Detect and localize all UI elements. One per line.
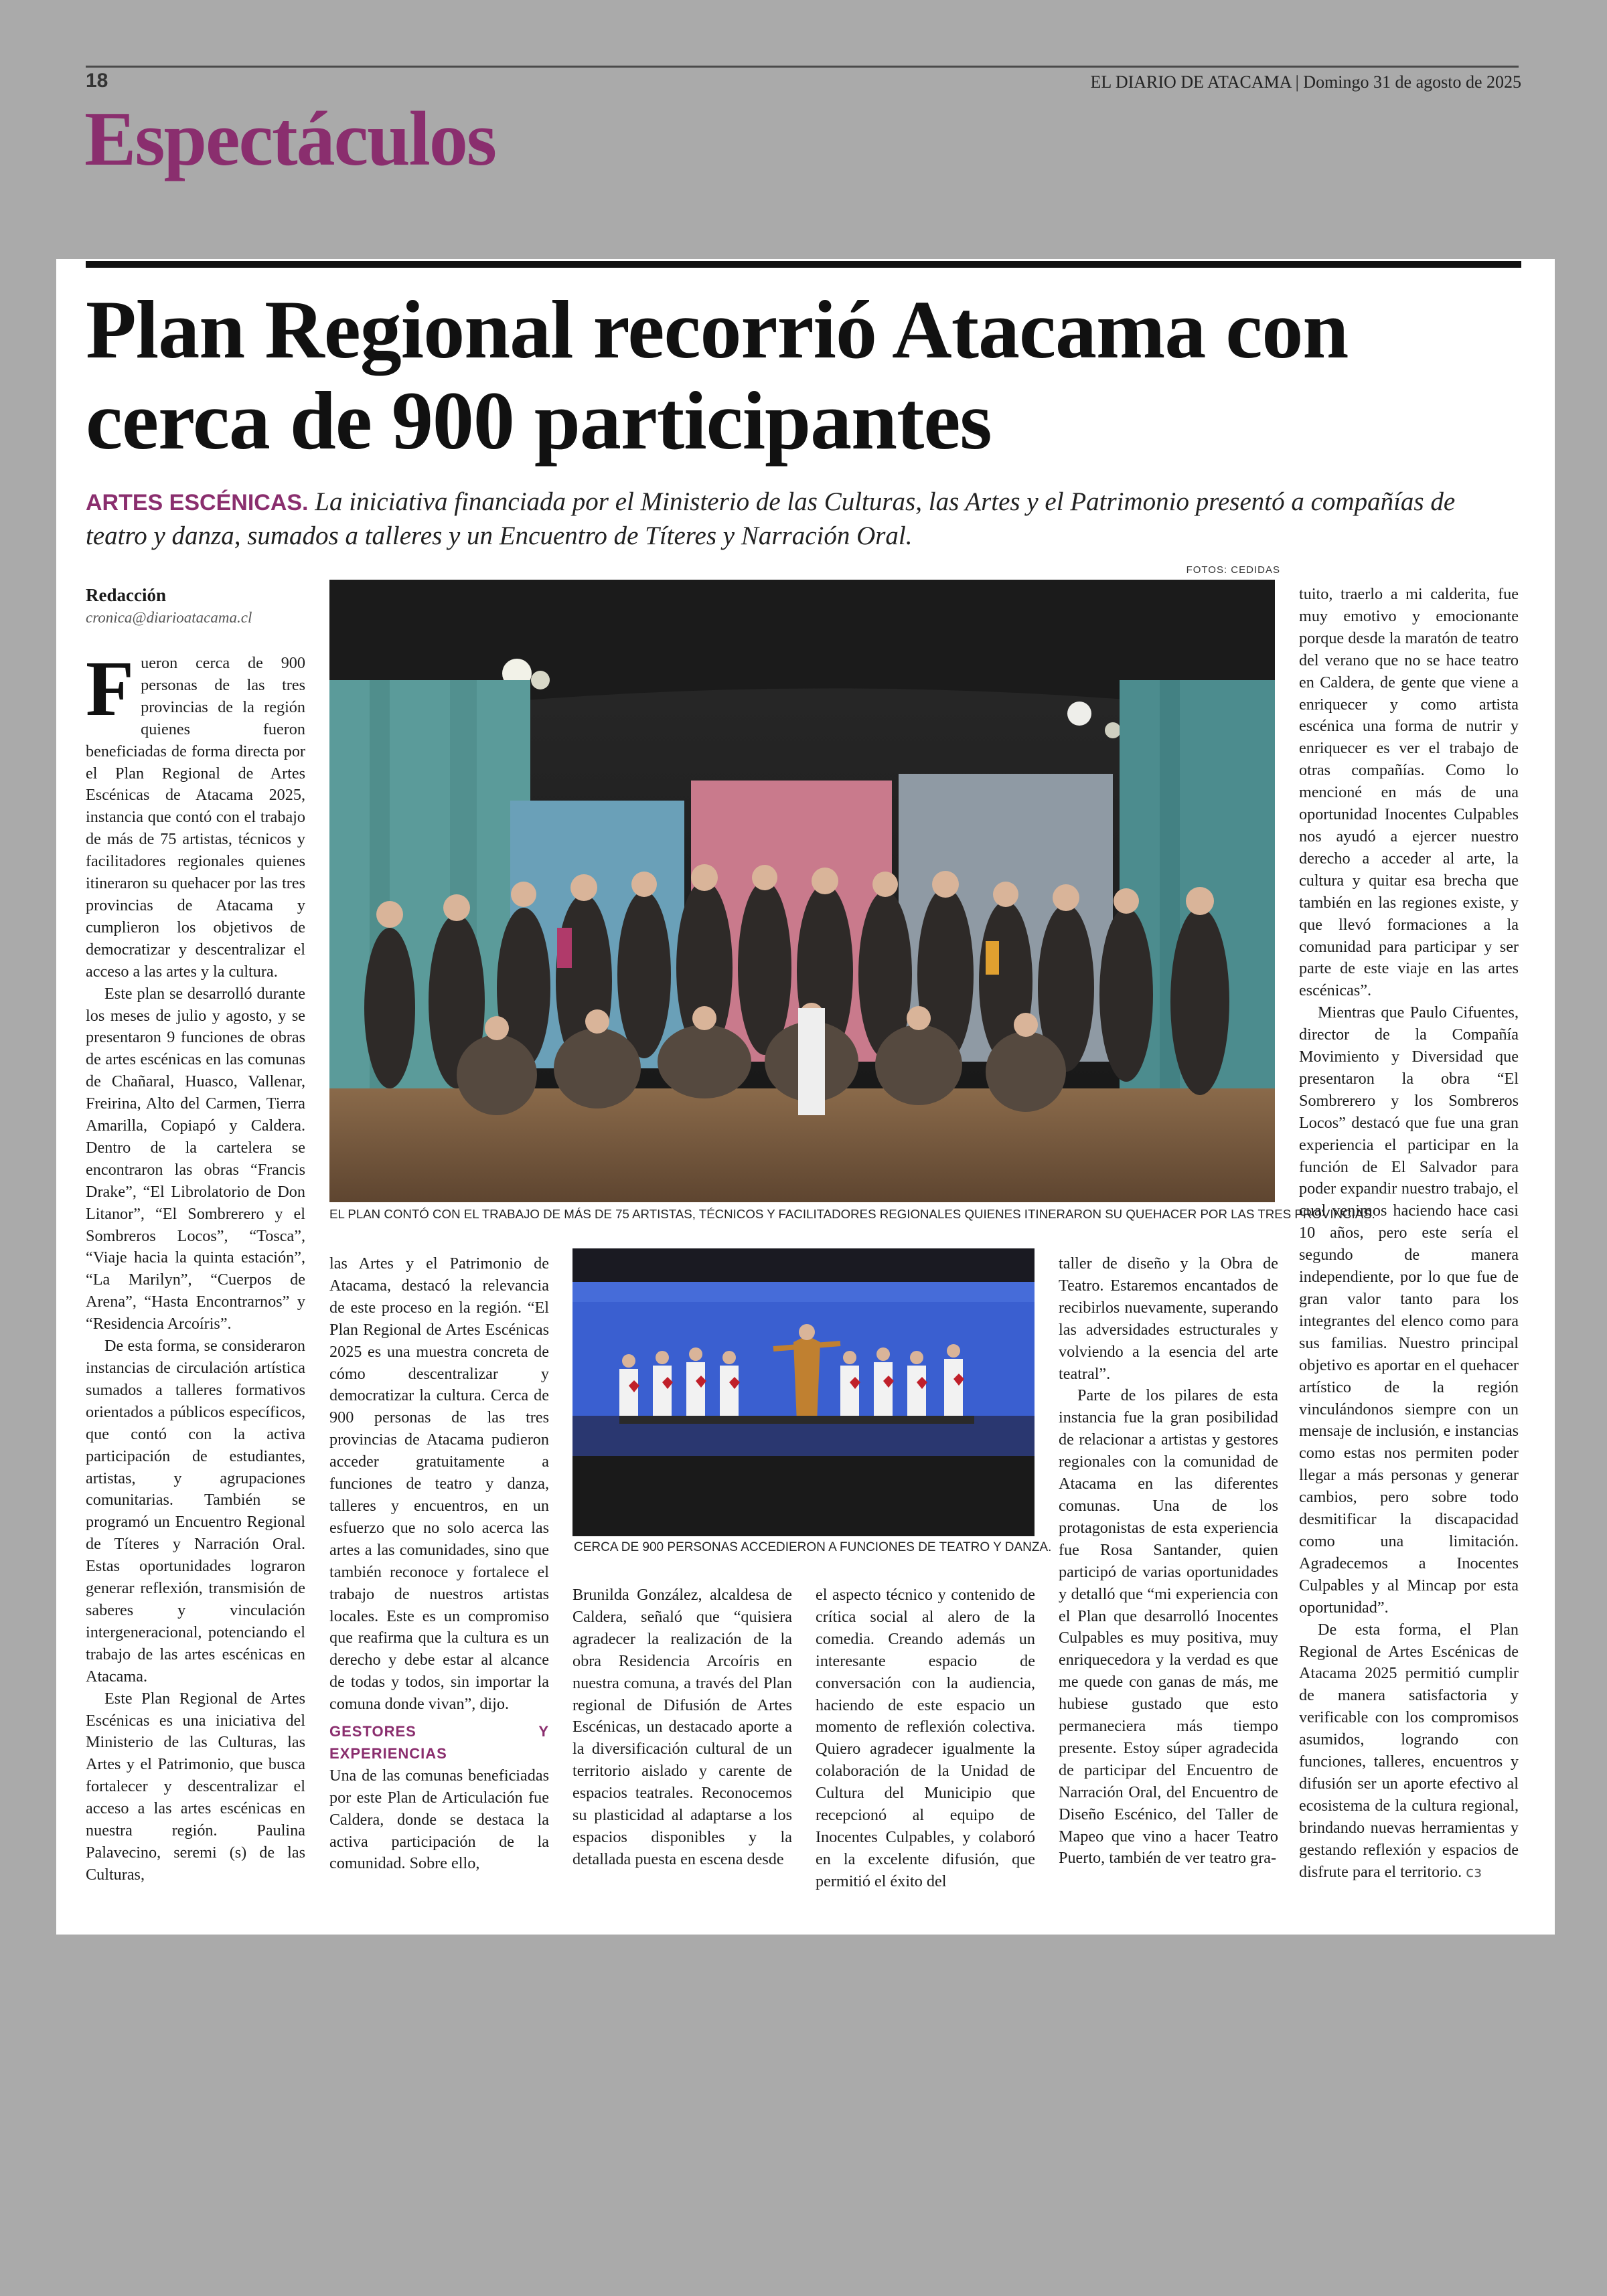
- end-mark-icon: ᴄɜ: [1466, 1864, 1482, 1881]
- column-2: [329, 1253, 549, 1875]
- group-photo-image: [329, 580, 1275, 1202]
- paragraph-text: ueron cerca de 900 personas de las tres provincias de la región quienes fueron beneficiadas de forma directa por el Plan Regional de Artes Escénicas de Atacama 2025, instancia que contó con el trabajo de más de 75 artistas, técnicos y facilitadores regionales quienes itineraron su quehacer por las tres provincias de Atacama y cumplieron los objetivos de democratizar y descentralizar el acceso a las artes y la cultura.: [86, 654, 305, 981]
- subhead: GESTORES Y EXPERIENCIAS: [329, 1723, 549, 1762]
- masthead: EL DIARIO DE ATACAMA | Domingo 31 de agosto de 2025: [1090, 72, 1521, 92]
- photo-credit: FOTOS: CEDIDAS: [1186, 564, 1280, 576]
- paragraph: [86, 645, 305, 983]
- headline-line-1: Plan Regional recorrió Atacama con: [86, 284, 1349, 376]
- paragraph: las Artes y el Patrimonio de Atacama, destacó la relevancia de este proceso en la región. “El Plan Regional de Artes Escénicas 2025 es una muestra concreta de cómo descentralizar y democratizar la cultura. Cerca de 900 personas de las tres provincias de Atacama pudieron acceder gratuitamente a funciones de teatro y danza, talleres y encuentros, en un esfuerzo que no solo acerca las artes a las comunidades, sino que también reconoce y fortalece el trabajo de nuestros artistas locales. Este es un compromiso que reafirma que la cultura es un derecho y debe estar al alcance de todas y todos, sin importar la comuna donde vivan”, dijo.: [329, 1254, 549, 1714]
- dance-photo-image: [572, 1248, 1035, 1536]
- column-5: [1059, 1253, 1278, 1870]
- paragraph: Una de las comunas beneficiadas por este Plan de Articulación fue Caldera, donde se destaca la activa participación de la comunidad. Sobre ello,: [329, 1766, 549, 1873]
- paragraph: tuito, traerlo a mi calderita, fue muy emotivo y emocionante porque desde la maratón de teatro del verano que no se hace teatro en Caldera, de gente que viene a enriquecer y como artista escénica una forma de nutrir y enriquecer es ver el trabajo de otras compañías. Como lo mencioné en más de una oportunidad Inocentes Culpables nos ayudó a ejercer nuestro derecho a acceder al arte, la cultura y quitar esa brecha que también en las regiones existe, y que llevó formaciones a la comunidad para participar y ser parte de este viaje en las artes escénicas”.: [1299, 585, 1519, 1000]
- drop-cap: F: [86, 645, 135, 732]
- paragraph: taller de diseño y la Obra de Teatro. Estaremos encantados de recibirlos nuevamente, superando las adversidades estructurales y volviendo a la esencia del arte teatral”.: [1059, 1254, 1278, 1383]
- paragraph: Este Plan Regional de Artes Escénicas es una iniciativa del Ministerio de las Culturas, las Artes y el Patrimonio, que busca fortalecer y descentralizar el acceso a las artes escénicas en nuestra región. Paulina Palavecino, seremi (s) de las Culturas,: [86, 1689, 305, 1884]
- paragraph: Brunilda González, alcaldesa de Caldera, señaló que “quisiera agradecer la realización de la obra Residencia Arcoíris en nuestra comuna, a través del Plan regional de Difusión de Artes Escénicas, un destacado aporte a la diversificación cultural de un territorio aislado y carente de espacios teatrales. Reconocemos su plasticidad al adaptarse a los espacios disponibles y la detallada puesta en escena desde: [572, 1586, 792, 1868]
- column-1: [86, 645, 305, 1886]
- deck: [86, 485, 1519, 553]
- dance-photo: [572, 1248, 1035, 1536]
- column-4: [816, 1584, 1035, 1893]
- kicker: ARTES ESCÉNICAS.: [86, 490, 309, 515]
- column-6: [1299, 584, 1519, 1884]
- headline-rule: [86, 261, 1521, 268]
- headline: [86, 284, 1519, 467]
- group-photo-caption: EL PLAN CONTÓ CON EL TRABAJO DE MÁS DE 75 ARTISTAS, TÉCNICOS Y FACILITADORES REGIONALES QUIENES ITINERARON SU QUEHACER POR LAS TRES PROVINCIAS.: [329, 1207, 1375, 1221]
- paragraph: De esta forma, se consideraron instancias de circulación artística sumados a talleres formativos orientados a públicos específicos, que contó con la activa participación de estudiantes, artistas, y agrupaciones comunitarias. También se programó un Encuentro Regional de Títeres y Narración Oral. Estas oportunidades lograron generar reflexión, transmisión de saberes y vinculación intergeneracional, potenciando el trabajo de las artes escénicas en Atacama.: [86, 1337, 305, 1686]
- dance-photo-caption: CERCA DE 900 PERSONAS ACCEDIERON A FUNCIONES DE TEATRO Y DANZA.: [574, 1540, 1052, 1554]
- group-photo: [329, 580, 1275, 1202]
- paragraph: Mientras que Paulo Cifuentes, director de la Compañía Movimiento y Diversidad que presentaron la obra “El Sombrerero y los Sombreros Locos” destacó que fue una gran experiencia el participar en la función de El Salvador para poder expandir nuestro trabajo, el cual venimos haciendo hace casi 10 años, pero este sería el segundo de manera independiente, por lo que fue de gran valor tanto para los integrantes del elenco como para sus familias. Nuestro principal objetivo es aportar en el quehacer artístico de la región vinculándonos siempre con un mensaje de inclusión, e instancias como estas nos permiten poder llegar a más personas y generar cambios, pero sobre todo desmitificar la discapacidad como una limitación. Agradecemos a Inocentes Culpables y al Mincap por esta oportunidad”.: [1299, 1003, 1519, 1617]
- section-title: Espectáculos: [84, 96, 495, 182]
- byline: Redacción: [86, 585, 166, 605]
- paragraph-text: De esta forma, el Plan Regional de Artes Escénicas de Atacama 2025 permitió cumplir de manera satisfactoria y verificable con los compromisos asumidos, logrando con funciones, talleres, encuentros y difusión ser un aporte efectivo al ecosistema de la cultura regional, brindando nuevas herramientas y gestando reflexión y espacios de disfrute para el territorio.: [1299, 1620, 1519, 1881]
- paragraph: Este plan se desarrolló durante los meses de julio y agosto, y se presentaron 9 funciones de obras de artes escénicas en las comunas de Chañaral, Huasco, Vallenar, Freirina, Alto del Carmen, Tierra Amarilla, Copiapó y Caldera. Dentro de la cartelera se encontraron las obras “Francis Drake”, “El Librolatorio de Don Litanor”, “El Sombrerero y el Sombreros Locos”, “Tosca”, “Viaje hacia la quinta estación”, “La Marilyn”, “Cuerpos de Arena”, “Hasta Encontrarnos” y “Residencia Arcoíris”.: [86, 984, 305, 1333]
- headline-line-2: cerca de 900 participantes: [86, 375, 992, 467]
- paragraph: [1299, 1619, 1519, 1884]
- column-3: [572, 1584, 792, 1871]
- paragraph: el aspecto técnico y contenido de crítica social al alero de la comedia. Creando además un interesante espacio de conversación con la audiencia, haciendo de este espacio un momento de reflexión colectiva. Quiero agradecer igualmente la colaboración de la Unidad de Cultura del Municipio que recepcionó al equipo de Inocentes Culpables, y colaboró en la excelente difusión, que permitió el éxito del: [816, 1586, 1035, 1890]
- paragraph: Parte de los pilares de esta instancia fue la gran posibilidad de relacionar a artistas y gestores regionales con la comunidad de Atacama en las diferentes comunas. Una de los protagonistas de esta experiencia fue Rosa Santander, quien participó de varias oportunidades y detalló que “mi experiencia con el Plan que desarrolló Inocentes Culpables es muy positiva, muy enriquecedora y la verdad es que me quede con ganas de más, me hubiese gustado que esto permaneciera más tiempo presente. Estoy súper agradecida de participar del Encuentro de Narración Oral, del Encuentro de Diseño Escénico, del Taller de Mapeo que vino a hacer Teatro Puerto, también de ver teatro gra-: [1059, 1386, 1278, 1868]
- deck-text: La iniciativa financiada por el Ministerio de las Culturas, las Artes y el Patrimonio presentó a compañías de teatro y danza, sumados a talleres y un Encuentro de Títeres y Narración Oral.: [86, 487, 1456, 550]
- header-rule: [86, 66, 1519, 68]
- author-email: cronica@diarioatacama.cl: [86, 609, 252, 626]
- page-number: 18: [86, 70, 108, 92]
